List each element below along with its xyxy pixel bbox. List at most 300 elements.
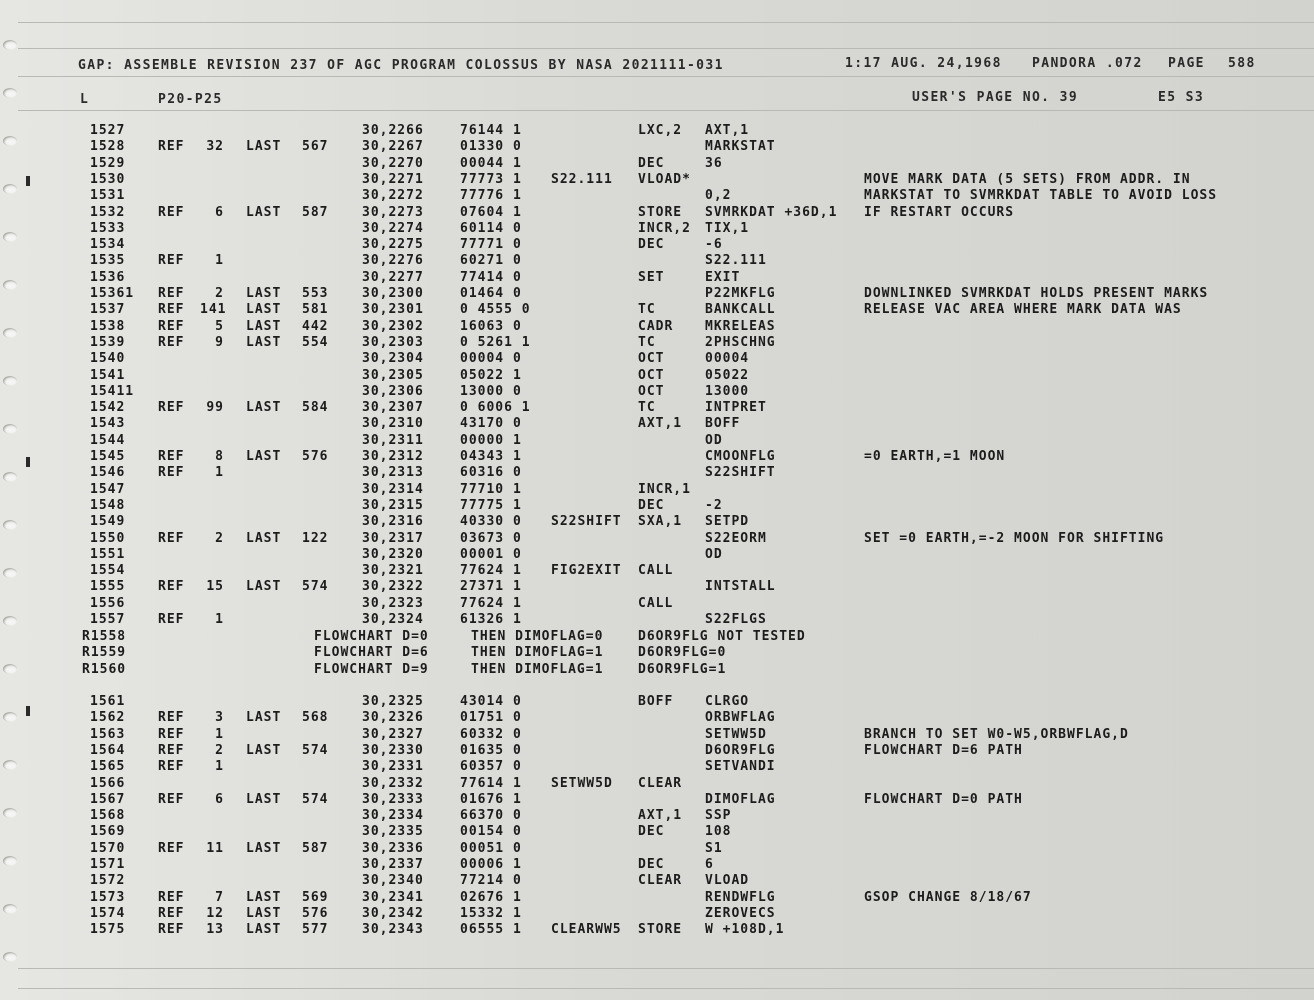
comment: RELEASE VAC AREA WHERE MARK DATA WAS	[864, 302, 1182, 318]
octal-value: 60332 0	[460, 726, 522, 742]
operand: MARKSTAT	[705, 139, 776, 155]
ref-keyword: REF	[158, 286, 185, 301]
opcode: STORE	[638, 204, 683, 220]
octal-value: 01464 0	[460, 286, 522, 301]
address: 30,2300	[362, 286, 424, 301]
operand: CMOONFLG	[705, 449, 776, 464]
ref-keyword: REF	[158, 204, 185, 220]
opcode: STORE	[638, 922, 683, 938]
operand: ZEROVECS	[705, 905, 776, 921]
line-number: 1571	[90, 857, 126, 872]
ref-keyword: REF	[158, 139, 185, 155]
operand: S22FLGS	[705, 612, 767, 627]
ref-keyword: REF	[158, 889, 185, 905]
line-number: 1539	[90, 334, 126, 350]
ref-keyword: REF	[158, 742, 185, 758]
header-code: E5 S3	[1158, 90, 1205, 105]
listing-row	[0, 302, 1314, 318]
last-page: 554	[302, 334, 329, 350]
ref-keyword: REF	[158, 612, 185, 627]
ref-keyword: REF	[158, 726, 185, 742]
address: 30,2332	[362, 775, 424, 791]
address: 30,2326	[362, 710, 424, 726]
last-keyword: LAST	[246, 791, 282, 807]
ref-count: 6	[215, 204, 224, 220]
last-keyword: LAST	[246, 449, 282, 464]
ref-count: 11	[206, 840, 224, 856]
address: 30,2307	[362, 400, 424, 416]
ref-count: 2	[215, 742, 224, 758]
address: 30,2310	[362, 416, 424, 432]
ruled-line	[18, 110, 1314, 111]
ruled-line	[18, 76, 1314, 77]
operand: OD	[705, 546, 723, 562]
octal-value: 60357 0	[460, 759, 522, 775]
ref-keyword: REF	[158, 922, 185, 938]
comment: IF RESTART OCCURS	[864, 204, 1015, 220]
comment: BRANCH TO SET W0-W5,ORBWFLAG,D	[864, 726, 1129, 742]
opcode: CLEAR	[638, 873, 683, 889]
opcode: AXT,1	[638, 416, 683, 432]
line-number: 15411	[90, 383, 135, 399]
address: 30,2323	[362, 595, 424, 611]
octal-value: 77710 1	[460, 481, 522, 497]
operand: 2PHSCHNG	[705, 334, 776, 350]
comment: FLOWCHART D=0 PATH	[864, 791, 1023, 807]
listing-row	[0, 449, 1314, 465]
line-number: 1561	[90, 694, 126, 709]
last-page: 576	[302, 449, 329, 464]
flowchart-condition: FLOWCHART D=9	[314, 661, 429, 677]
last-keyword: LAST	[246, 286, 282, 301]
ref-count: 6	[215, 791, 224, 807]
opcode: DEC	[638, 155, 665, 171]
listing-row	[0, 531, 1314, 547]
operand: 108	[705, 824, 732, 840]
octal-value: 77214 0	[460, 873, 522, 889]
operand: SETPD	[705, 514, 750, 530]
line-number: 1530	[90, 171, 126, 187]
ref-keyword: REF	[158, 905, 185, 921]
opcode: INCR,2	[638, 220, 691, 236]
line-number: 1541	[90, 367, 126, 383]
octal-value: 76144 1	[460, 123, 522, 138]
ref-keyword: REF	[158, 400, 185, 416]
address: 30,2313	[362, 465, 424, 481]
octal-value: 00006 1	[460, 857, 522, 872]
last-page: 584	[302, 400, 329, 416]
operand: SETWW5D	[705, 726, 767, 742]
octal-value: 00004 0	[460, 351, 522, 367]
ref-count: 9	[215, 334, 224, 350]
listing-row	[0, 237, 1314, 253]
listing-row	[0, 482, 1314, 498]
address: 30,2273	[362, 204, 424, 220]
last-keyword: LAST	[246, 579, 282, 595]
listing-row	[0, 694, 1314, 710]
address: 30,2334	[362, 808, 424, 824]
listing-row	[0, 351, 1314, 367]
flowchart-result: D6OR9FLG=1	[638, 661, 727, 677]
listing-row	[0, 172, 1314, 188]
address: 30,2304	[362, 351, 424, 367]
operand: DIMOFLAG	[705, 791, 776, 807]
octal-value: 02676 1	[460, 889, 522, 905]
line-number: 1556	[90, 595, 126, 611]
ref-keyword: REF	[158, 465, 185, 481]
octal-value: 77776 1	[460, 188, 522, 204]
last-page: 587	[302, 840, 329, 856]
header-page-number: 588	[1228, 56, 1256, 71]
opcode: AXT,1	[638, 808, 683, 824]
octal-value: 77614 1	[460, 775, 522, 791]
listing-row	[0, 270, 1314, 286]
ref-count: 7	[215, 889, 224, 905]
opcode: DEC	[638, 497, 665, 513]
opcode: OCT	[638, 383, 665, 399]
line-number: 1557	[90, 612, 126, 627]
listing-row	[0, 286, 1314, 302]
address: 30,2275	[362, 237, 424, 253]
line-number: 1549	[90, 514, 126, 530]
comment: FLOWCHART D=6 PATH	[864, 742, 1023, 758]
ruled-line	[18, 22, 1314, 23]
operand: 36	[705, 155, 723, 171]
octal-value: 13000 0	[460, 383, 522, 399]
ref-count: 2	[215, 286, 224, 301]
last-keyword: LAST	[246, 905, 282, 921]
operand: EXIT	[705, 269, 741, 285]
opcode: DEC	[638, 237, 665, 253]
symbol-label: S22.111	[551, 171, 613, 187]
octal-value: 00001 0	[460, 546, 522, 562]
last-keyword: LAST	[246, 139, 282, 155]
operand: S22SHIFT	[705, 465, 776, 481]
line-number: 1573	[90, 889, 126, 905]
last-page: 122	[302, 530, 329, 546]
octal-value: 43170 0	[460, 416, 522, 432]
opcode: CLEAR	[638, 775, 683, 791]
line-number: 15361	[90, 286, 135, 301]
feed-hole	[3, 88, 17, 98]
listing-row	[0, 645, 1314, 661]
operand: P22MKFLG	[705, 286, 776, 301]
listing-row	[0, 335, 1314, 351]
line-number: 1528	[90, 139, 126, 155]
last-page: 567	[302, 139, 329, 155]
ref-keyword: REF	[158, 530, 185, 546]
octal-value: 40330 0	[460, 514, 522, 530]
operand: SSP	[705, 808, 732, 824]
last-page: 568	[302, 710, 329, 726]
line-number: 1527	[90, 123, 126, 138]
opcode: TC	[638, 334, 656, 350]
line-number: 1569	[90, 824, 126, 840]
line-number: 1565	[90, 759, 126, 775]
operand: S22.111	[705, 253, 767, 269]
operand: ORBWFLAG	[705, 710, 776, 726]
address: 30,2302	[362, 318, 424, 334]
operand: CLRGO	[705, 694, 750, 709]
operand: 6	[705, 857, 714, 872]
address: 30,2314	[362, 481, 424, 497]
symbol-label: S22SHIFT	[551, 514, 622, 530]
address: 30,2327	[362, 726, 424, 742]
listing-row	[0, 662, 1314, 678]
operand: INTPRET	[705, 400, 767, 416]
comment: =0 EARTH,=1 MOON	[864, 449, 1006, 464]
last-keyword: LAST	[246, 302, 282, 318]
operand: OD	[705, 432, 723, 448]
operand: 13000	[705, 383, 750, 399]
octal-value: 77624 1	[460, 595, 522, 611]
line-number: R1558	[82, 629, 127, 644]
line-number: 1564	[90, 742, 126, 758]
margin-mark	[26, 706, 30, 716]
ref-count: 99	[206, 400, 224, 416]
listing-row	[0, 808, 1314, 824]
ruled-line	[18, 48, 1314, 49]
last-page: 581	[302, 302, 329, 318]
opcode: OCT	[638, 351, 665, 367]
listing-row	[0, 384, 1314, 400]
octal-value: 05022 1	[460, 367, 522, 383]
ref-keyword: REF	[158, 579, 185, 595]
column-l-marker: L	[80, 92, 90, 107]
ref-count: 8	[215, 449, 224, 464]
listing-row	[0, 547, 1314, 563]
listing-row	[0, 841, 1314, 857]
opcode: TC	[638, 302, 656, 318]
line-number: 1537	[90, 302, 126, 318]
listing-row	[0, 857, 1314, 873]
ref-keyword: REF	[158, 449, 185, 464]
last-keyword: LAST	[246, 400, 282, 416]
last-keyword: LAST	[246, 889, 282, 905]
line-number: 1538	[90, 318, 126, 334]
address: 30,2330	[362, 742, 424, 758]
listing-row	[0, 319, 1314, 335]
listing-row	[0, 139, 1314, 155]
flowchart-then: THEN DIMOFLAG=1	[471, 661, 604, 677]
operand: 00004	[705, 351, 750, 367]
last-keyword: LAST	[246, 530, 282, 546]
operand: S22EORM	[705, 530, 767, 546]
comment: SET =0 EARTH,=-2 MOON FOR SHIFTING	[864, 530, 1165, 546]
ref-count: 1	[215, 612, 224, 627]
flowchart-condition: FLOWCHART D=0	[314, 629, 429, 644]
address: 30,2301	[362, 302, 424, 318]
operand: AXT,1	[705, 123, 750, 138]
ref-keyword: REF	[158, 318, 185, 334]
octal-value: 00044 1	[460, 155, 522, 171]
last-keyword: LAST	[246, 334, 282, 350]
last-keyword: LAST	[246, 318, 282, 334]
line-number: R1560	[82, 661, 127, 677]
address: 30,2325	[362, 694, 424, 709]
ref-count: 13	[206, 922, 224, 938]
octal-value: 0 6006 1	[460, 400, 531, 416]
listing-row	[0, 221, 1314, 237]
ruled-line	[18, 968, 1314, 969]
octal-value: 03673 0	[460, 530, 522, 546]
octal-value: 15332 1	[460, 905, 522, 921]
operand: SVMRKDAT +36D,1	[705, 204, 838, 220]
listing-row	[0, 123, 1314, 139]
operand: 0,2	[705, 188, 732, 204]
line-number: 1548	[90, 497, 126, 513]
header-system: PANDORA .072	[1032, 56, 1143, 71]
listing-row	[0, 873, 1314, 889]
line-number: 1536	[90, 269, 126, 285]
address: 30,2271	[362, 171, 424, 187]
address: 30,2311	[362, 432, 424, 448]
line-number: 1567	[90, 791, 126, 807]
line-number: 1547	[90, 481, 126, 497]
octal-value: 77773 1	[460, 171, 522, 187]
listing-row	[0, 253, 1314, 269]
line-number: 1529	[90, 155, 126, 171]
opcode: CADR	[638, 318, 674, 334]
address: 30,2312	[362, 449, 424, 464]
last-page: 569	[302, 889, 329, 905]
last-keyword: LAST	[246, 204, 282, 220]
last-keyword: LAST	[246, 840, 282, 856]
feed-hole	[3, 40, 17, 50]
octal-value: 77414 0	[460, 269, 522, 285]
line-number: 1555	[90, 579, 126, 595]
octal-value: 60316 0	[460, 465, 522, 481]
octal-value: 06555 1	[460, 922, 522, 938]
listing-row	[0, 759, 1314, 775]
ref-keyword: REF	[158, 253, 185, 269]
listing-row	[0, 465, 1314, 481]
opcode: CALL	[638, 595, 674, 611]
octal-value: 66370 0	[460, 808, 522, 824]
line-number: 1575	[90, 922, 126, 938]
last-page: 587	[302, 204, 329, 220]
address: 30,2276	[362, 253, 424, 269]
last-page: 577	[302, 922, 329, 938]
ref-count: 1	[215, 759, 224, 775]
listing-row	[0, 188, 1314, 204]
line-number: 1563	[90, 726, 126, 742]
comment: GSOP CHANGE 8/18/67	[864, 889, 1032, 905]
listing-row	[0, 922, 1314, 938]
address: 30,2324	[362, 612, 424, 627]
listing-row	[0, 579, 1314, 595]
opcode: BOFF	[638, 694, 674, 709]
operand: 05022	[705, 367, 750, 383]
address: 30,2316	[362, 514, 424, 530]
listing-row	[0, 792, 1314, 808]
last-keyword: LAST	[246, 710, 282, 726]
ref-count: 141	[200, 302, 227, 318]
operand: W +108D,1	[705, 922, 785, 938]
octal-value: 60114 0	[460, 220, 522, 236]
line-number: 1532	[90, 204, 126, 220]
octal-value: 01676 1	[460, 791, 522, 807]
header-title: GAP: ASSEMBLE REVISION 237 OF AGC PROGRAM COLOSSUS BY NASA 2021111-031	[78, 58, 724, 73]
opcode: TC	[638, 400, 656, 416]
ruled-line	[18, 988, 1314, 989]
opcode: CALL	[638, 563, 674, 579]
listing-row	[0, 498, 1314, 514]
line-number: 1566	[90, 775, 126, 791]
operand: -2	[705, 497, 723, 513]
listing-row	[0, 156, 1314, 172]
listing-row	[0, 710, 1314, 726]
listing-row	[0, 563, 1314, 579]
octal-value: 27371 1	[460, 579, 522, 595]
line-number: 1550	[90, 530, 126, 546]
opcode: LXC,2	[638, 123, 683, 138]
margin-mark	[26, 457, 30, 467]
line-number: 1543	[90, 416, 126, 432]
ref-count: 12	[206, 905, 224, 921]
listing-row	[0, 368, 1314, 384]
flowchart-then: THEN DIMOFLAG=1	[471, 645, 604, 661]
last-keyword: LAST	[246, 742, 282, 758]
operand: TIX,1	[705, 220, 750, 236]
ref-keyword: REF	[158, 302, 185, 318]
listing-row	[0, 514, 1314, 530]
last-keyword: LAST	[246, 922, 282, 938]
operand: BOFF	[705, 416, 741, 432]
ref-count: 1	[215, 465, 224, 481]
address: 30,2343	[362, 922, 424, 938]
address: 30,2266	[362, 123, 424, 138]
last-page: 442	[302, 318, 329, 334]
line-number: 1535	[90, 253, 126, 269]
octal-value: 01751 0	[460, 710, 522, 726]
listing-row	[0, 776, 1314, 792]
address: 30,2270	[362, 155, 424, 171]
octal-value: 77771 0	[460, 237, 522, 253]
line-number: 1544	[90, 432, 126, 448]
address: 30,2306	[362, 383, 424, 399]
listing-row	[0, 890, 1314, 906]
listing-row	[0, 727, 1314, 743]
opcode: VLOAD*	[638, 171, 691, 187]
octal-value: 61326 1	[460, 612, 522, 627]
octal-value: 0 5261 1	[460, 334, 531, 350]
address: 30,2272	[362, 188, 424, 204]
ref-count: 1	[215, 726, 224, 742]
listing-row	[0, 629, 1314, 645]
line-number: 1568	[90, 808, 126, 824]
last-page: 553	[302, 286, 329, 301]
address: 30,2336	[362, 840, 424, 856]
listing-row	[0, 824, 1314, 840]
operand: INTSTALL	[705, 579, 776, 595]
last-page: 574	[302, 791, 329, 807]
line-number: 1534	[90, 237, 126, 253]
octal-value: 00051 0	[460, 840, 522, 856]
address: 30,2331	[362, 759, 424, 775]
address: 30,2320	[362, 546, 424, 562]
line-number: 1570	[90, 840, 126, 856]
ref-count: 32	[206, 139, 224, 155]
address: 30,2315	[362, 497, 424, 513]
comment: MOVE MARK DATA (5 SETS) FROM ADDR. IN	[864, 171, 1191, 187]
octal-value: 04343 1	[460, 449, 522, 464]
address: 30,2303	[362, 334, 424, 350]
opcode: OCT	[638, 367, 665, 383]
flowchart-then: THEN DIMOFLAG=0	[471, 629, 604, 644]
feed-hole	[3, 952, 17, 962]
user-page-number: USER'S PAGE NO. 39	[912, 90, 1079, 105]
